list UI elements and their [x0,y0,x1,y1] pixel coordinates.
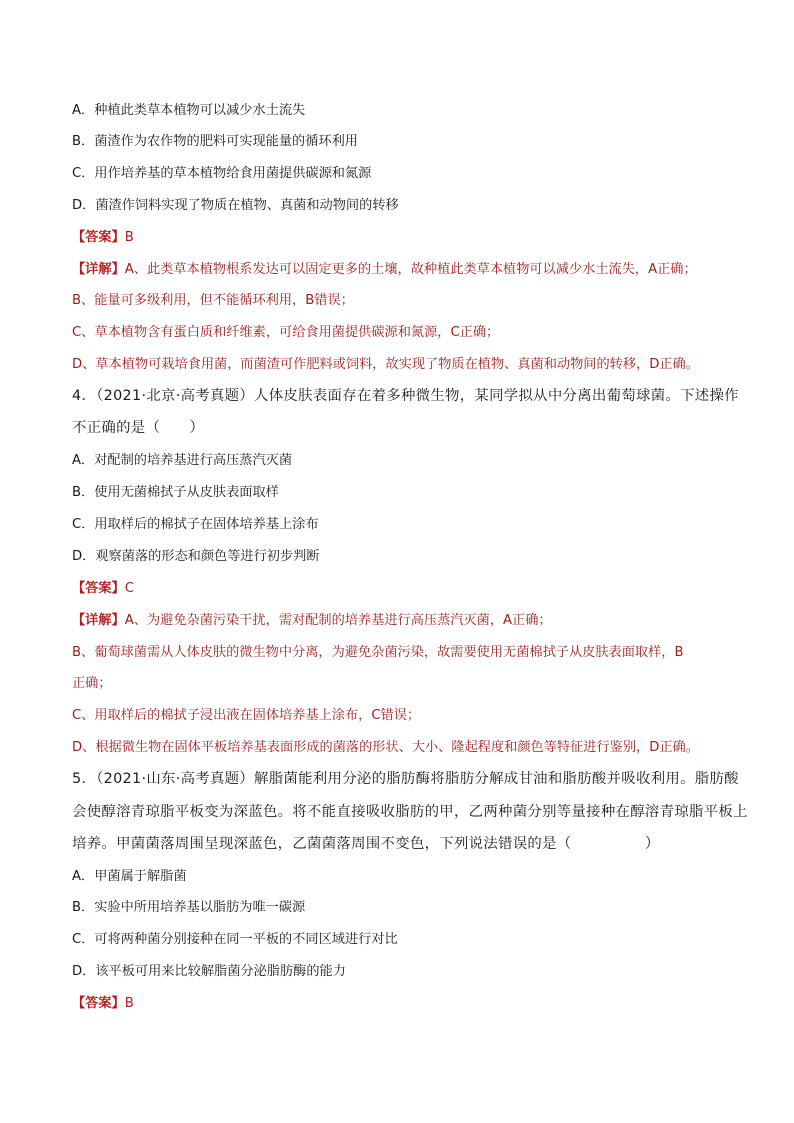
q4-option-a: A．对配制的培养基进行高压蒸汽灭菌 [72,453,293,468]
q4-stem-line-1: 4．（2021·北京·高考真题）人体皮肤表面存在着多种微生物，某同学拟从中分离出葡萄球菌。下述操作 [72,388,739,404]
q4-detail-line-5: D、根据微生物在固体平板培养基表面形成的菌落的形状、大小、隆起程度和颜色等特征进行鉴别，D正确。 [72,740,699,755]
detail-text: A、此类草本植物根系发达可以固定更多的土壤，故种植此类草本植物可以减少水土流失，A正确； [124,262,697,277]
q3-option-a: A．种植此类草本植物可以减少水土流失 [72,103,306,118]
q3-detail-line-3: C、草本植物含有蛋白质和纤维素，可给食用菌提供碳源和氮源，C正确； [72,325,500,340]
q4-option-d: D．观察菌落的形态和颜色等进行初步判断 [72,549,320,564]
q3-detail-line-2: B、能量可多级利用，但不能循环利用，B错误； [72,293,354,308]
q4-option-c: C．用取样后的棉拭子在固体培养基上涂布 [72,517,319,532]
q4-detail-line-4: C、用取样后的棉拭子浸出液在固体培养基上涂布，C错误； [72,708,421,723]
q3-option-b: B．菌渣作为农作物的肥料可实现能量的循环利用 [72,134,358,149]
q5-stem-line-2: 会使醇溶青琼脂平板变为深蓝色。将不能直接吸收脂肪的甲，乙两种菌分别等量接种在醇溶青琼脂平板上 [72,804,748,820]
answer-value: B [124,996,134,1011]
q4-detail-line-2: B、葡萄球菌需从人体皮肤的微生物中分离，为避免杂菌污染，故需要使用无菌棉拭子从皮肤表面取样，B [72,645,684,660]
q4-detail-line-3: 正确； [72,676,112,691]
q3-detail-line-1 [72,261,732,279]
q3-answer [72,229,732,247]
answer-tag: 【答案】 [72,230,125,245]
q5-stem-line-1: 5．（2021·山东·高考真题）解脂菌能利用分泌的脂肪酶将脂肪分解成甘油和脂肪酸并吸收利用。脂肪酸 [72,771,739,787]
q4-option-b: B．使用无菌棉拭子从皮肤表面取样 [72,485,279,500]
detail-tag: 【详解】 [72,613,125,628]
q4-stem-line-2: 不正确的是（ ） [72,420,205,436]
q3-detail-line-4: D、草本植物可栽培食用菌，而菌渣可作肥料或饲料，故实现了物质在植物、真菌和动物间的转移，D正确。 [72,357,699,372]
q5-option-c: C．可将两种菌分别接种在同一平板的不同区域进行对比 [72,932,398,947]
answer-value: B [124,230,134,245]
detail-text: A、为避免杂菌污染干扰，需对配制的培养基进行高压蒸汽灭菌，A正确； [124,613,552,628]
q3-option-d: D．菌渣作饲料实现了物质在植物、真菌和动物间的转移 [72,198,399,213]
q4-detail-line-1 [72,612,732,630]
q3-option-c: C．用作培养基的草本植物给食用菌提供碳源和氮源 [72,166,372,181]
q4-answer [72,580,732,598]
detail-tag: 【详解】 [72,262,125,277]
q5-option-b: B．实验中所用培养基以脂肪为唯一碳源 [72,900,306,915]
q5-answer [72,995,732,1013]
answer-tag: 【答案】 [72,581,125,596]
q5-option-a: A．甲菌属于解脂菌 [72,869,187,884]
answer-tag: 【答案】 [72,996,125,1011]
answer-value: C [124,581,134,596]
q5-option-d: D．该平板可用来比较解脂菌分泌脂肪酶的能力 [72,964,346,979]
q5-stem-line-3: 培养。甲菌菌落周围呈现深蓝色，乙菌菌落周围不变色，下列说法错误的是（ ） [72,836,660,852]
